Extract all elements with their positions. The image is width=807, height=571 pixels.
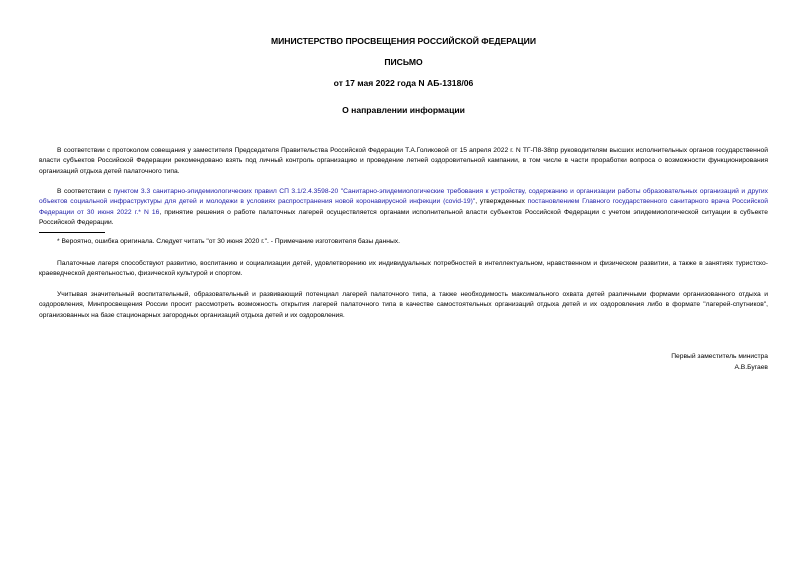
paragraph-4: Учитывая значительный воспитательный, образовательный и развивающий потенциал лагерей палаточного типа, а также необходимость максимального охвата детей различными формами организованного отдыха и оздоровления, Минпросвещения России просит рассмотреть возможность открытия лагерей палаточного типа в качестве самостоятельных организаций отдыха детей и их оздоровления либо в формате "лагерей-спутников", организованных на базе стационарных загородных организаций отдыха детей и их оздоровления. xyxy=(39,291,768,319)
paragraph-2-rest: , принятие решения о работе палаточных лагерей осуществляется органами исполнительной власти субъектов Российской Федерации с учетом эпидемиологической ситуации в субъекте Российской Федерации. xyxy=(39,208,768,227)
paragraph-2 xyxy=(39,187,768,229)
resolution-link[interactable]: постановлением Главного государственного санитарного врача Российской Федерации от 30 июня 2022 г.* N 16 xyxy=(39,198,768,216)
document-type: ПИСЬМО xyxy=(384,57,423,67)
document-subject: О направлении информации xyxy=(342,105,465,115)
paragraph-3: Палаточные лагеря способствуют развитию, воспитанию и социализации детей, удовлетворению их индивидуальных потребностей в интеллектуальном, нравственном и физическом развитии, а также в занятиях туристско-краеведческой деятельностью, физической культурой и спортом. xyxy=(39,260,768,278)
ministry-title: МИНИСТЕРСТВО ПРОСВЕЩЕНИЯ РОССИЙСКОЙ ФЕДЕРАЦИИ xyxy=(270,36,537,46)
signatory-position: Первый заместитель министра xyxy=(671,353,768,360)
footnote-divider xyxy=(39,232,105,233)
paragraph-2-middle: , утвержденных xyxy=(475,198,528,206)
signatory-name: А.В.Бугаев xyxy=(734,364,768,371)
footnote: * Вероятно, ошибка оригинала. Следует читать "от 30 июня 2020 г.". - Примечание изготовителя базы данных. xyxy=(57,238,401,245)
paragraph-2-intro: В соответствии с xyxy=(57,188,114,195)
document-date-number: от 17 мая 2022 года N АБ-1318/06 xyxy=(333,78,474,88)
paragraph-1: В соответствии с протоколом совещания у заместителя Председателя Правительства Российской Федерации Т.А.Голиковой от 15 апреля 2022 г. N ТГ-П8-38пр руководителям высших исполнительных органов государственной власти субъектов Российской Федерации рекомендовано взять под личный контроль организацию и проведение летней оздоровительной кампании, в том числе в части проработки вопроса о возможности функционирования организаций отдыха детей палаточного типа. xyxy=(39,147,768,175)
sanitary-rules-link[interactable]: пунктом 3.3 санитарно-эпидемиологических правил СП 3.1/2.4.3598-20 "Санитарно-эпидемиологические требования к устройству, содержанию и организации работы образовательных организаций и других объектов социальной инфраструктуры для детей и молодежи в условиях распространения новой коронавирусной инфекции (covid-19)" xyxy=(39,188,768,206)
